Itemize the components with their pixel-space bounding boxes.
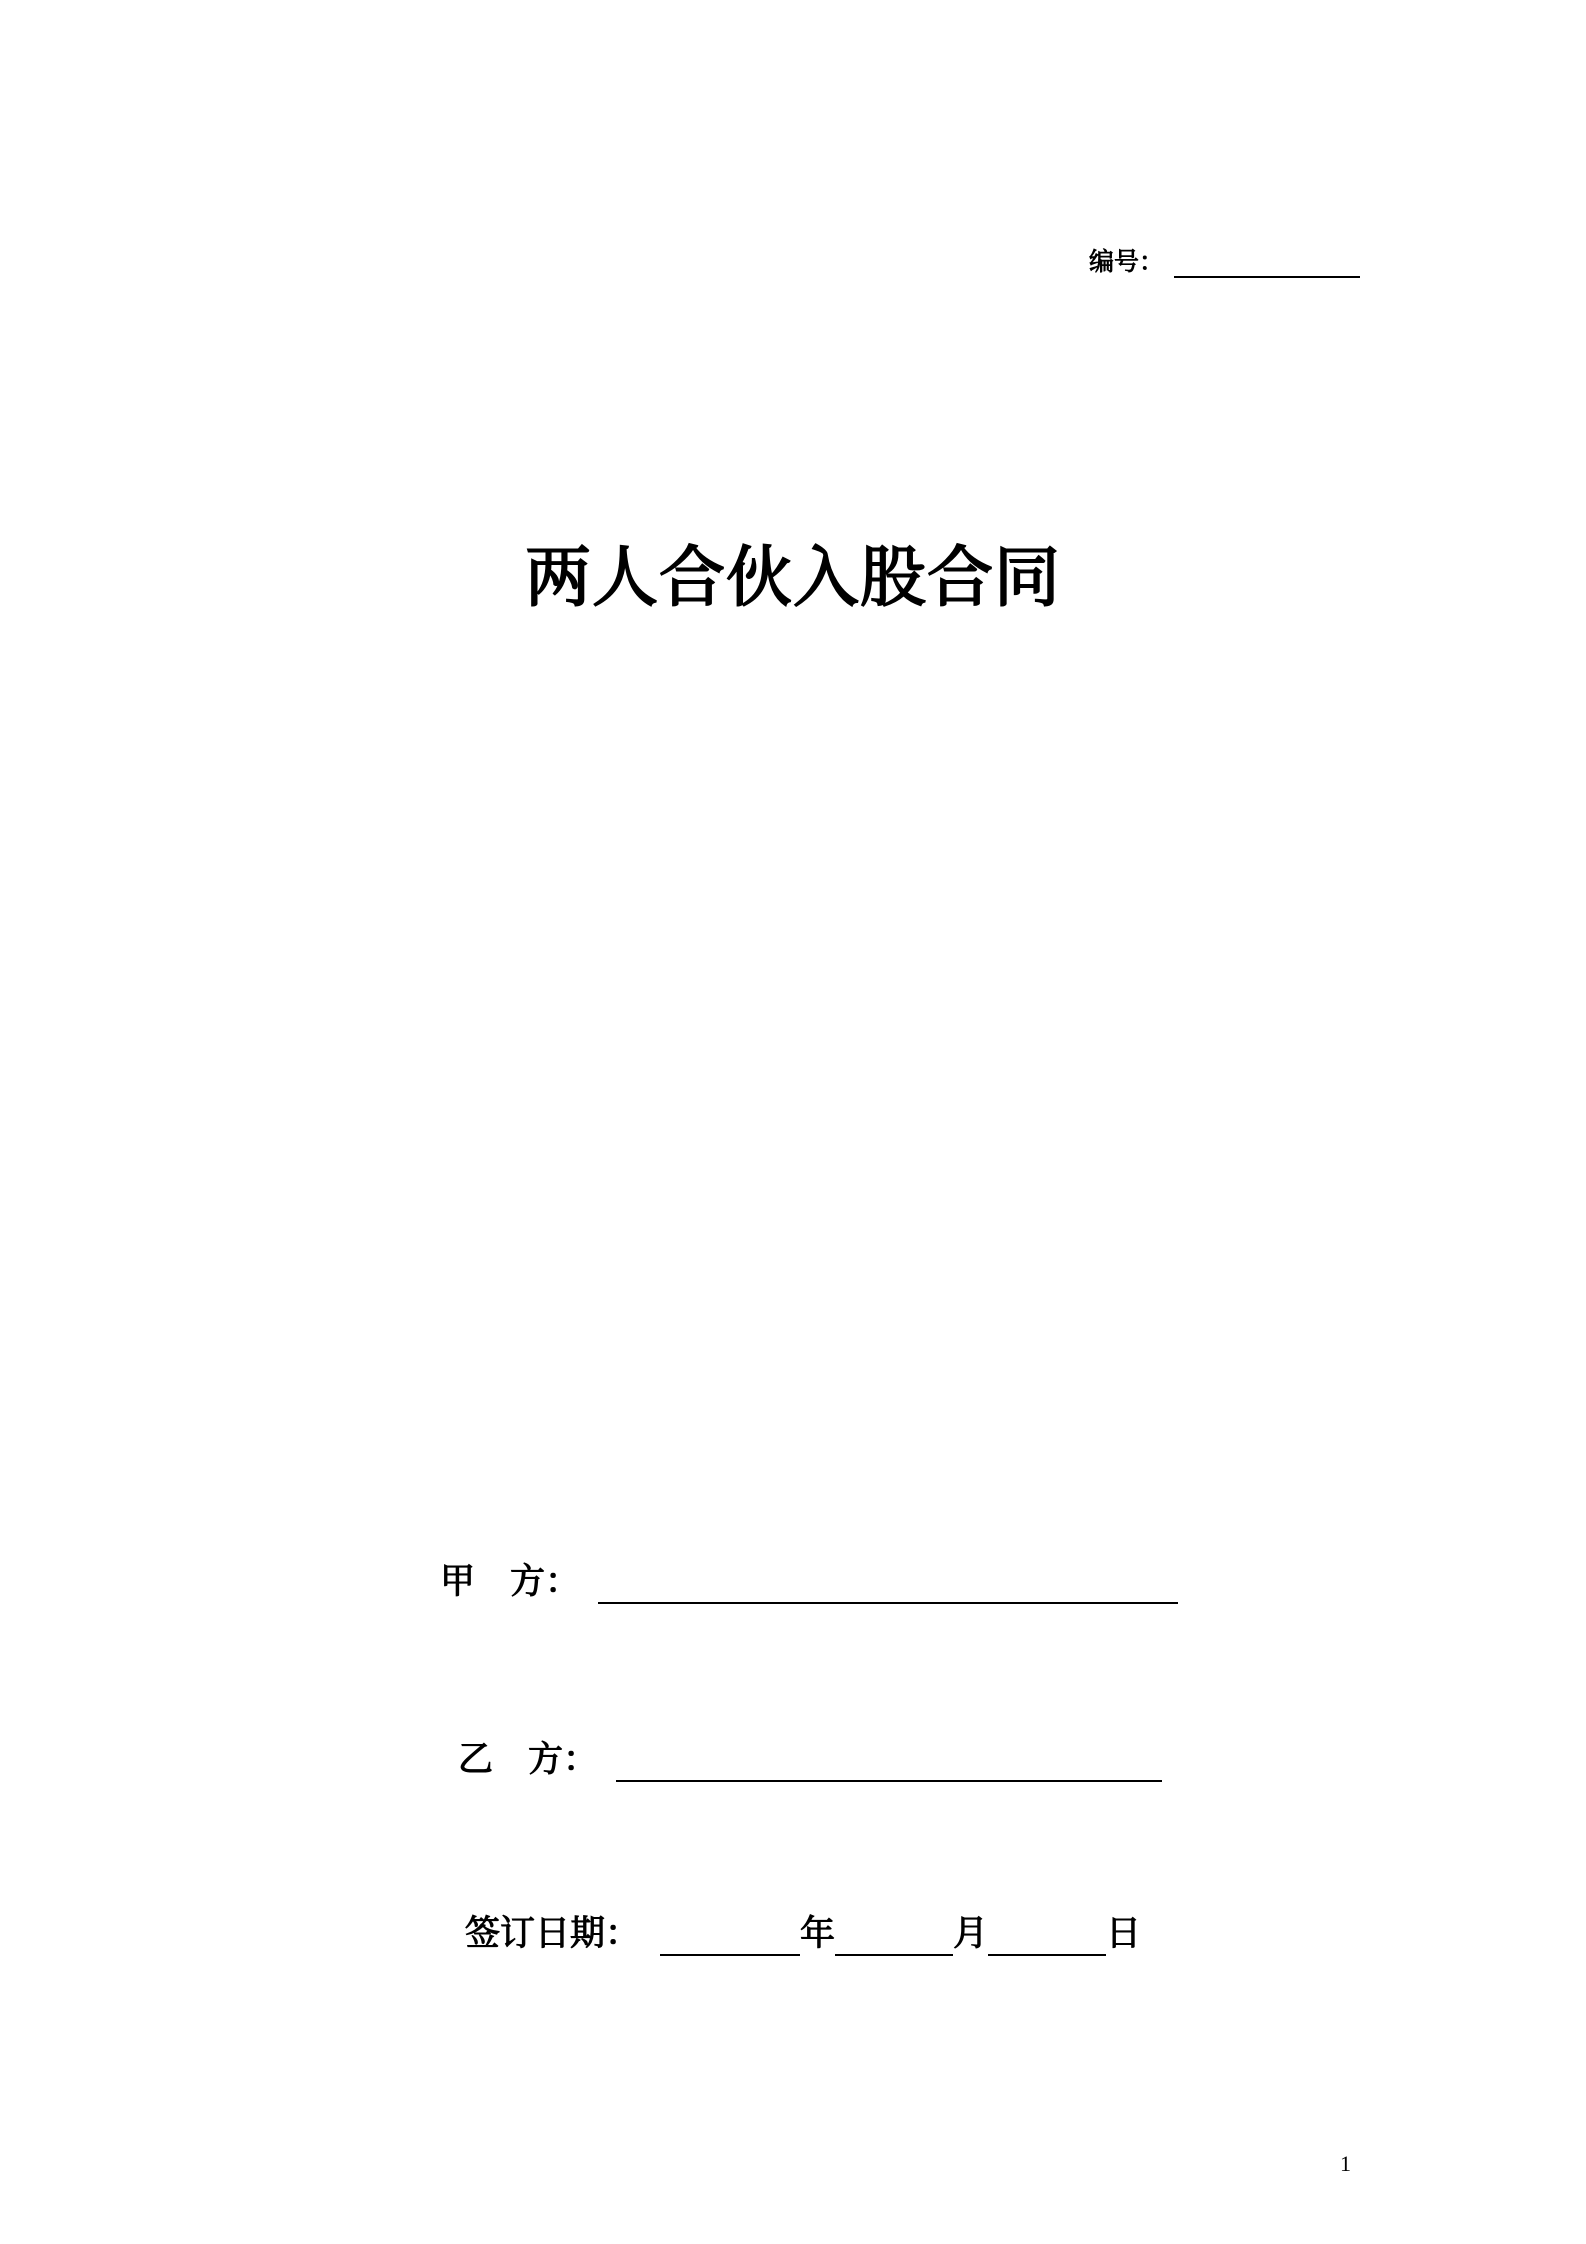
- party-b-row: [458, 1738, 1162, 1782]
- serial-number-row: [1089, 246, 1360, 278]
- year-blank[interactable]: [660, 1916, 800, 1956]
- month-label: 月: [953, 1914, 989, 1954]
- page-number: 1: [1340, 2151, 1351, 2176]
- party-b-label: 乙 方：: [458, 1740, 599, 1780]
- day-label: 日: [1106, 1914, 1142, 1954]
- party-b-blank[interactable]: [616, 1742, 1162, 1782]
- year-label: 年: [800, 1914, 836, 1954]
- party-a-label: 甲 方：: [440, 1562, 581, 1602]
- signing-date-row: [465, 1912, 1141, 1956]
- party-a-blank[interactable]: [598, 1564, 1178, 1604]
- month-blank[interactable]: [835, 1916, 953, 1956]
- day-blank[interactable]: [988, 1916, 1106, 1956]
- serial-number-label: 编号：: [1089, 247, 1165, 276]
- signing-date-label: 签订日期：: [465, 1914, 641, 1954]
- document-title: 两人合伙入股合同: [525, 539, 1061, 616]
- serial-number-blank[interactable]: [1174, 246, 1360, 278]
- party-a-row: [440, 1560, 1178, 1604]
